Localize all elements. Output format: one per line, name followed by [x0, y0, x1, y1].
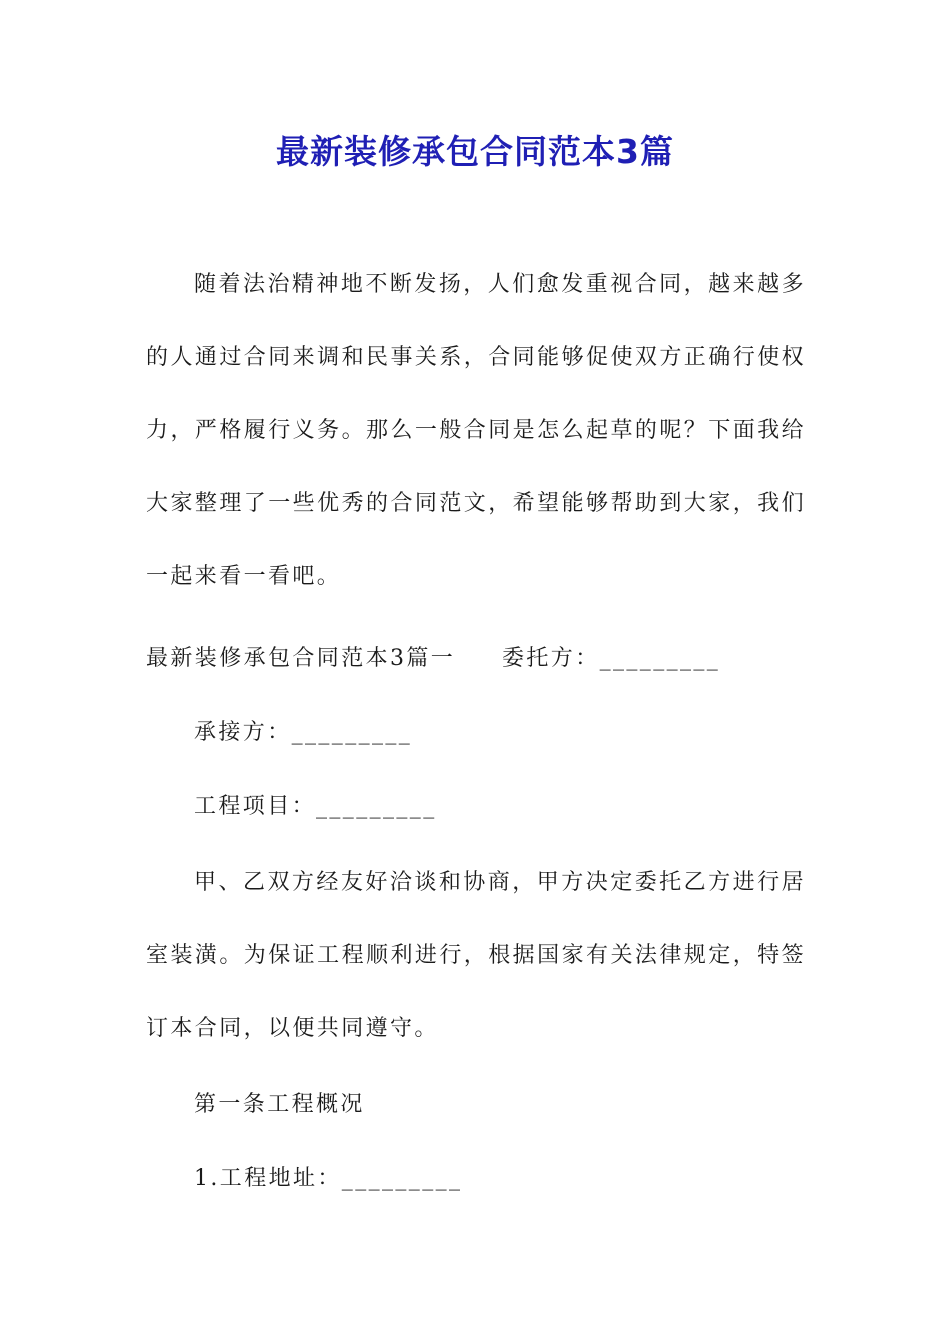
agreement-paragraph: 甲、乙双方经友好洽谈和协商，甲方决定委托乙方进行居室装潢。为保证工程顺利进行，根据国家有关法律规定，特签订本合同，以便共同遵守。 — [146, 870, 806, 1041]
contractor-line: 承接方：_________ — [194, 720, 413, 745]
section-heading: 最新装修承包合同范本3篇一 — [146, 646, 456, 671]
article-one-heading: 第一条工程概况 — [194, 1092, 365, 1117]
project-line: 工程项目：_________ — [194, 794, 437, 819]
document-title: 最新装修承包合同范本3篇 — [276, 132, 674, 171]
client-line: 委托方：_________ — [502, 646, 721, 671]
address-line: 1.工程地址：_________ — [194, 1166, 463, 1191]
intro-paragraph: 随着法治精神地不断发扬，人们愈发重视合同，越来越多的人通过合同来调和民事关系，合同能够促使双方正确行使权力，严格履行义务。那么一般合同是怎么起草的呢？下面我给大家整理了一些优秀的合同范文，希望能够帮助到大家，我们一起来看一看吧。 — [146, 272, 806, 589]
